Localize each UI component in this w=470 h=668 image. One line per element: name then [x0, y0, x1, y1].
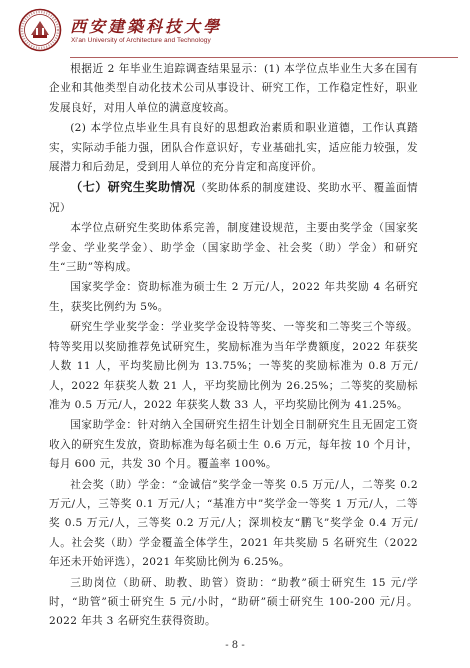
paragraph-academic-scholarship: 研究生学业奖学金：学业奖学金设特等奖、一等奖和二等奖三个等级。特等奖用以奖励推荐免试研究生，奖励标准为当年学费额度，2022 年获奖人数 11 人，平均奖励比例为 13.75%；一等奖的奖励标准为 0.8 万元/人，2022 年获奖人数 21 人，平均奖励比例为 26.25%；二等奖的奖励标准为 0.5 万元/人，2022 年获奖人数 33 人，平均奖励比例为 41.25%。 — [49, 321, 418, 411]
school-name-cn: 西安建築科技大學 — [70, 17, 223, 36]
paragraph-graduate-survey: 根据近 2 年毕业生追踪调查结果显示：(1) 本学位点毕业生大多在国有企业和其他类型自动化技术公司从事设计、研究工作，工作稳定性好，职业发展良好，对用人单位的满意度较高。 — [49, 63, 418, 114]
paragraph-social-scholarship: 社会奖（助）学金：“金诚信”奖学金一等奖 0.5 万元/人，二等奖 0.2 万元/人，三等奖 0.1 万元/人；“基准方中”奖学金一等奖 1 万元/人，二等奖 0.5 万元/人，三等奖 0.2 万元/人；深圳校友“鹏飞”奖学金 0.4 万元/人。社会奖（助）学金覆盖全体学生，2021 年共奖励 5 名研究生（2022 年还未开始评选），2021 年奖励比例为 6.25%。 — [49, 478, 418, 569]
paragraph-graduate-quality: (2) 本学位点毕业生具有良好的思想政治素质和职业道德，工作认真踏实，实际动手能力强，团队合作意识好，专业基础扎实，适应能力较强，发展潜力和后劲足，受到用人单位的充分肯定和高度评价。 — [49, 122, 418, 174]
document-body — [49, 60, 418, 632]
school-name-en: Xi'an University of Architecture and Technology — [71, 37, 211, 44]
section-description: （奖助体系的制度建设、奖助水平、覆盖面情况） — [49, 182, 418, 214]
paragraph-national-grant: 国家助学金：针对纳入全国研究生招生计划全日制研究生且无固定工资收入的研究生发放，资助标准为每名硕士生 0.6 万元，每年按 10 个月计，每月 600 元，共发 30 个月。覆盖率 100%。 — [49, 419, 418, 471]
paragraph-aid-system: 本学位点研究生奖助体系完善，制度建设规范，主要由奖学金（国家奖学金、学业奖学金）、助学金（国家助学金、社会奖（助）学金）和研究生“三助”等构成。 — [49, 222, 418, 274]
section-title: （七）研究生奖助情况 — [70, 180, 196, 195]
paragraph-assistantship: 三助岗位（助研、助教、助管）资助：“助教”硕士研究生 15 元/学时，“助管”硕士研究生 5 元/小时，“助研”硕士研究生 100-200 元/月。2022 年共 3 名研究生获得资助。 — [49, 576, 418, 628]
page-number: - 8 - — [225, 640, 245, 651]
section-heading — [49, 178, 418, 218]
university-seal-icon — [18, 8, 62, 52]
header-divider — [70, 57, 458, 58]
page-header — [18, 8, 458, 54]
paragraph-national-scholarship: 国家奖学金：资助标准为硕士生 2 万元/人，2022 年共奖励 4 名研究生，获奖比例约为 5%。 — [49, 281, 418, 313]
